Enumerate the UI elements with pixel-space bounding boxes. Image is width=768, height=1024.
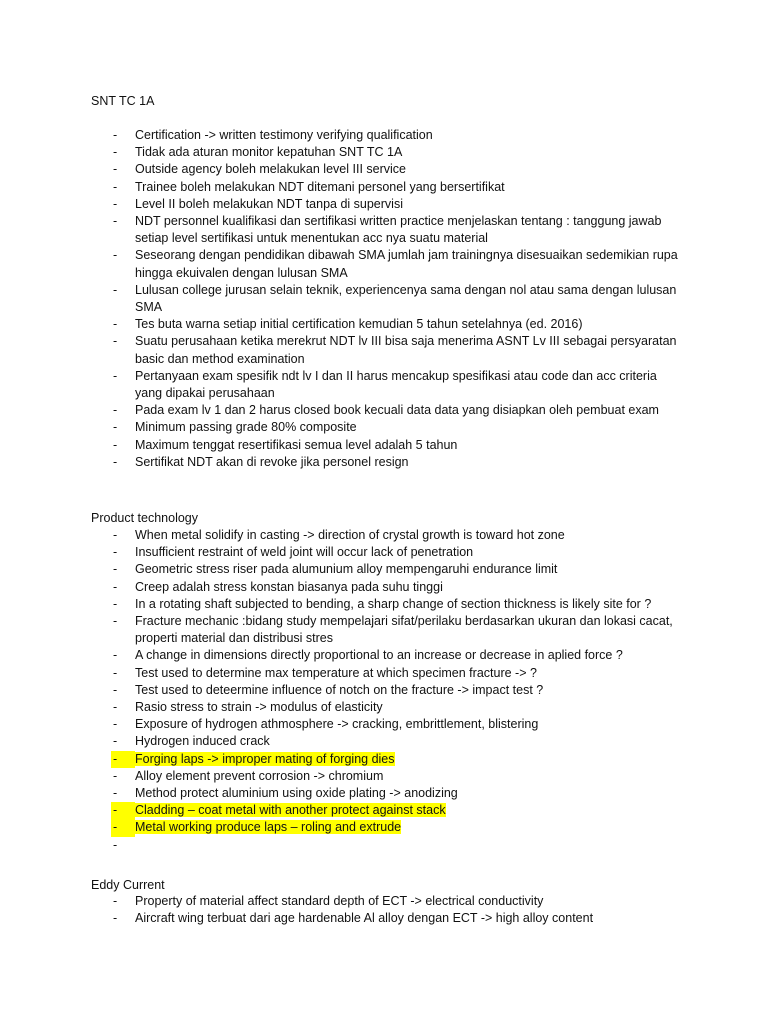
- bullet-dash: -: [111, 751, 135, 768]
- list-item-text: Sertifikat NDT akan di revoke jika personel resign: [135, 454, 409, 469]
- list-item: [0, 893, 680, 910]
- list-item-text: Certification -> written testimony verifying qualification: [135, 128, 433, 142]
- list-item: [0, 910, 680, 927]
- bullet-dash: -: [113, 145, 118, 160]
- list-item-text: A change in dimensions directly proportional to an increase or decrease in aplied force ?: [135, 648, 623, 663]
- bullet-dash: -: [113, 368, 118, 383]
- bullet-dash: -: [113, 437, 118, 452]
- list-item-text: Pertanyaan exam spesifik ndt lv I dan II harus mencakup spesifikasi atau code dan acc criteria yang dipakai perusahaan: [135, 368, 657, 401]
- list-item-text: Level II boleh melakukan NDT tanpa di supervisi: [135, 196, 403, 211]
- list-item-text: Alloy element prevent corrosion -> chromium: [135, 768, 384, 783]
- list-item: [0, 368, 680, 402]
- list-item-text: Property of material affect standard depth of ECT -> electrical conductivity: [135, 894, 544, 908]
- list-item: [0, 751, 680, 768]
- bullet-dash: -: [113, 545, 118, 560]
- list-item: [0, 561, 680, 578]
- list-item: [0, 437, 680, 454]
- list-item: [0, 647, 680, 664]
- list-item: [0, 213, 680, 247]
- bullet-dash: -: [113, 717, 118, 732]
- list-item-text: Hydrogen induced crack: [135, 734, 270, 749]
- bullet-dash: -: [113, 248, 118, 263]
- list-item-text: When metal solidify in casting -> direction of crystal growth is toward hot zone: [135, 528, 565, 542]
- bullet-dash: -: [113, 403, 118, 418]
- list-item: [0, 454, 680, 471]
- list-item: [0, 282, 680, 316]
- section-heading-eddy-current: Eddy Current: [91, 878, 165, 892]
- bullet-dash: -: [113, 700, 118, 715]
- list-item: [0, 527, 680, 544]
- list-item-text: Trainee boleh melakukan NDT ditemani personel yang bersertifikat: [135, 179, 505, 194]
- list-item-text: Method protect aluminium using oxide plating -> anodizing: [135, 786, 458, 801]
- list-item: [0, 716, 680, 733]
- list-item-text: Tes buta warna setiap initial certification kemudian 5 tahun setelahnya (ed. 2016): [135, 317, 583, 332]
- bullet-dash: -: [113, 648, 118, 663]
- list-item: [0, 733, 680, 750]
- list-item: [0, 682, 680, 699]
- list-item-text: Aircraft wing terbuat dari age hardenable Al alloy dengan ECT -> high alloy content: [135, 911, 594, 926]
- bullet-dash: -: [113, 734, 118, 749]
- list-item-text: Insufficient restraint of weld joint will occur lack of penetration: [135, 545, 474, 560]
- list-item-text: In a rotating shaft subjected to bending, a sharp change of section thickness is likely site for ?: [135, 596, 652, 611]
- bullet-dash: -: [113, 562, 118, 577]
- list-item-text: Maximum tenggat resertifikasi semua level adalah 5 tahun: [135, 437, 458, 452]
- list-item-text: Lulusan college jurusan selain teknik, experiencenya sama dengan nol atau sama dengan lulusan SMA: [135, 282, 677, 315]
- list-item: [0, 579, 680, 596]
- list-item: [0, 179, 680, 196]
- list-item: [0, 419, 680, 436]
- bullet-dash: -: [113, 528, 118, 542]
- snt-tc-1a-list: [0, 127, 768, 471]
- bullet-dash: -: [113, 665, 118, 680]
- list-item: [0, 699, 680, 716]
- bullet-dash: -: [113, 128, 118, 142]
- list-item-text: Seseorang dengan pendidikan dibawah SMA jumlah jam trainingnya disesuaikan sedemikian rupa hingga ekuivalen dengan lulusan SMA: [135, 248, 678, 280]
- list-item: [0, 613, 680, 647]
- bullet-dash: -: [113, 682, 118, 697]
- list-item: [0, 161, 680, 178]
- list-item-text: Creep adalah stress konstan biasanya pada suhu tinggi: [135, 579, 443, 594]
- list-item-text: Tidak ada aturan monitor kepatuhan SNT TC 1A: [135, 145, 403, 160]
- list-item: [0, 196, 680, 213]
- bullet-dash: -: [113, 420, 118, 435]
- list-item: [0, 544, 680, 561]
- list-item: [0, 785, 680, 802]
- highlighted-item-text: Forging laps -> improper mating of forging dies: [135, 751, 395, 766]
- bullet-dash: -: [113, 282, 118, 297]
- list-item: [0, 837, 680, 854]
- bullet-dash: -: [113, 614, 118, 629]
- bullet-dash: -: [113, 894, 118, 908]
- bullet-dash: -: [113, 162, 118, 177]
- list-item-text: Exposure of hydrogen athmosphere -> cracking, embrittlement, blistering: [135, 717, 539, 732]
- list-item: [0, 127, 680, 144]
- list-item: [0, 144, 680, 161]
- bullet-dash: -: [111, 819, 135, 836]
- bullet-dash: -: [113, 837, 118, 852]
- list-item-text: NDT personnel kualifikasi dan sertifikasi written practice menjelaskan tentang : tanggung jawab setiap level sertifikasi untuk menentukan acc nya suatu material: [135, 214, 662, 246]
- list-item-text: Test used to deteermine influence of notch on the fracture -> impact test ?: [135, 682, 544, 697]
- bullet-dash: -: [113, 334, 118, 349]
- list-item-text: Minimum passing grade 80% composite: [135, 420, 357, 435]
- bullet-dash: -: [113, 596, 118, 611]
- bullet-dash: -: [113, 786, 118, 801]
- list-item-text: Geometric stress riser pada alumunium alloy mempengaruhi endurance limit: [135, 562, 558, 577]
- bullet-dash: -: [111, 802, 135, 819]
- bullet-dash: -: [113, 768, 118, 783]
- list-item-text: Pada exam lv 1 dan 2 harus closed book kecuali data data yang disiapkan oleh pembuat exam: [135, 403, 659, 418]
- list-item-text: Test used to determine max temperature at which specimen fracture -> ?: [135, 665, 537, 680]
- list-item-text: Outside agency boleh melakukan level III service: [135, 162, 406, 177]
- eddy-current-list: [0, 893, 768, 927]
- list-item: [0, 802, 680, 819]
- list-item: [0, 247, 680, 281]
- list-item: [0, 768, 680, 785]
- list-item: [0, 316, 680, 333]
- list-item: [0, 333, 680, 367]
- bullet-dash: -: [113, 196, 118, 211]
- bullet-dash: -: [113, 454, 118, 469]
- list-item: [0, 596, 680, 613]
- bullet-dash: -: [113, 579, 118, 594]
- list-item-text: Rasio stress to strain -> modulus of elasticity: [135, 700, 383, 715]
- bullet-dash: -: [113, 911, 118, 926]
- product-technology-list: [0, 527, 768, 854]
- highlighted-item-text: Metal working produce laps – roling and extrude: [135, 820, 402, 835]
- bullet-dash: -: [113, 317, 118, 332]
- section-heading-snt-tc-1a: SNT TC 1A: [91, 94, 155, 108]
- list-item-text: Suatu perusahaan ketika merekrut NDT lv III bisa saja menerima ASNT Lv III sebagai persyaratan basic dan method examination: [135, 334, 677, 366]
- list-item-text: Fracture mechanic :bidang study mempelajari sifat/perilaku berdasarkan ukuran dan lokasi cacat, properti material dan distribusi stres: [135, 614, 673, 646]
- list-item: [0, 402, 680, 419]
- bullet-dash: -: [113, 214, 118, 229]
- bullet-dash: -: [113, 179, 118, 194]
- section-heading-product-technology: Product technology: [91, 511, 199, 525]
- list-item: [0, 665, 680, 682]
- highlighted-item-text: Cladding – coat metal with another protect against stack: [135, 803, 446, 818]
- list-item: [0, 819, 680, 836]
